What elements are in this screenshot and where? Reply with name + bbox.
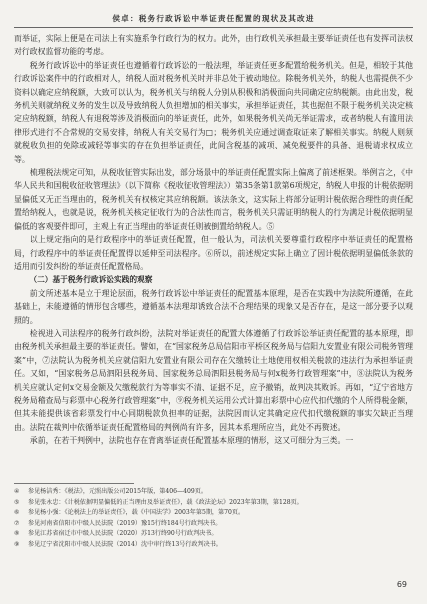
- article-body: [14, 32, 413, 478]
- section-heading: （二）基于税务行政诉讼实践的观察: [29, 275, 153, 285]
- header-rule: [14, 27, 413, 28]
- footnote: [14, 519, 413, 530]
- footnote-text: 参见辽宁省沈阳市中级人民法院（2014）沈中审行终13号行政判决书。: [28, 540, 222, 548]
- footnote-mark: ⑦: [14, 519, 20, 527]
- footnote: [14, 508, 413, 519]
- footnote-mark: ⑤: [14, 498, 20, 506]
- running-head: 侯卓：税务行政诉讼中举证责任配置的现状及其改进: [112, 14, 315, 23]
- paragraph: 税务行政诉讼中的举证责任也遵循着行政诉讼的一般法理，举证责任更多配置给税务机关。但是，相较于其他行政诉讼案件中的行政相对人，纳税人面对税务机关时并非总处于被动地位。除税务机关外，纳税人也需提供不少资料以确定应纳税额，大致可以认为，税务机关与纳税人分别从积极和消极面向共同确定应纳税额。由此出发，税务机关则就纳税义务的发生以及导致纳税人负担增加的相关事实，承担举证责任，其也据但不限于税务机关决定核定应纳税额，纳税人有退税等涉及消极面向的举证责任，此外，如果税务机关尚无举证需求，或者纳税人有滥用法律形式进行不合常规的交易安排，纳税人有关交易行为□；税务机关应通过调查取证来了解相关事实。纳税人则须就税收负担的免除或减轻等事实的存在负担举证责任，此间含税基的减项、减免税要件的具备、退税请求权成立等。: [14, 60, 413, 164]
- footnotes: [14, 487, 413, 551]
- footnote-text: 参见河南省信阳市中级人民法院（2019）豫15行终184号行政判决书。: [28, 519, 222, 527]
- footnote-mark: ⑧: [14, 530, 20, 538]
- paragraph: 检视进入司法程序的税务行政纠纷，法院对举证责任的配置大体遵循了行政诉讼举证责任配置的基本原理，即由税务机关承担最主要的举证责任。譬如，在“国家税务总局信阳市平桥区税务局与信阳九安置业有限公司税务管理案”中，⑦法院认为税务机关应就信阳九安置业有限公司存在欠缴转让土地使用权相关税款的违法行为承担举证责任。又如，“国家税务总局泗阳县税务局、国家税务总局泗阳县税务局与何x税务行政管理案”中，⑧法院认为税务机关应就认定何x交易金额及欠缴税款行为等事实不清、证据不足，应予撤销，故判决其败诉。再如，“辽宁省地方税务局稽查局与彩票中心税务行政管理案”中，⑨税务机关运用公式计算出彩票中心应代扣代缴的个人所得税金额，但其未能提供该省彩票发行中心同期税款负担率的证据，法院因而认定其确定应代扣代缴税额的事实欠缺正当理由。法院在裁判中依循举证责任配置格局的判例尚有许多，因其本系理所应当，此处不再赘述。: [14, 328, 413, 432]
- paragraph: 前文所述基本是立于理论层面，税务行政诉讼中举证责任的配置基本原理，是否在实践中为法院所遵循，在此基础上，未能遵循的情形包含哪些，遵循基本法理却诱致合法不合理结果的现象又是否存在，是这一部分要予以观照的。: [14, 288, 413, 325]
- footnote: [14, 487, 413, 498]
- paragraph: 承前，在若干判例中，法院也存在背离举证责任配置基本原理的情形，这又可细分为三类。一: [29, 436, 354, 446]
- footnote-mark: ⑨: [14, 540, 20, 548]
- footnote: [14, 529, 413, 540]
- footnote-mark: ④: [14, 488, 20, 495]
- footnote-text: 参见杨小强：《论税法上的举证责任》，载《中国法学》2003年第5期，第70页。: [28, 509, 245, 517]
- paragraph: 以上规定指向的是行政程序中的举证责任配置，但一般认为，司法机关要尊重行政程序中举证责任的配置格局，行政程序中的举证责任配置得以延伸至司法程序。⑥所以，前述规定实际上确立了因计税依据明显偏低条款的适用而引发纠纷的举证责任配置格局。: [14, 235, 413, 271]
- footnote: [14, 498, 413, 509]
- footnote-text: 参见江苏省宿迁市中级人民法院（2020）苏13行终90号行政判决书。: [28, 530, 218, 538]
- footnote: [14, 540, 413, 551]
- footnote-text: 参见杨洁秀：《税法》，元照出版公司2015年版，第406—409页。: [28, 488, 207, 495]
- footnote-text: 参见张永忠：《计税依据明显偏低的正当理由及举证责任》，载《政法论坛》2023年第3期，第128页。: [28, 498, 303, 506]
- page-number: 69: [396, 580, 407, 589]
- paragraph: 而举证，实际上便是在司法上有实施系争行政行为的权力。此外，由行政机关承担最主要举证责任也有发挥司法权对行政权监督功能的考虑。: [14, 34, 413, 57]
- footnote-rule: [14, 483, 134, 484]
- footnote-mark: ⑥: [14, 509, 20, 517]
- paragraph: 梳理税法规定可知，从税收征管实际出发，部分场景中的举证责任配置实际上偏离了前述框架。举例言之，《中华人民共和国税收征收管理法》（以下简称《税收征收管理法》）第35条第1款第6项规定，纳税人申报的计税依据明显偏低又无正当理由的，税务机关有权核定其应纳税额。该法条文，这实际上将部分证明计税依据合理性的责任配置给纳税人，也就是说，税务机关核定征收行为的合法性而言，税务机关只需证明纳税人的行为满足计税依据明显偏低的客观要件即可，主观上有正当理由的举证责任则被倒置给纳税人。⑤: [14, 168, 413, 231]
